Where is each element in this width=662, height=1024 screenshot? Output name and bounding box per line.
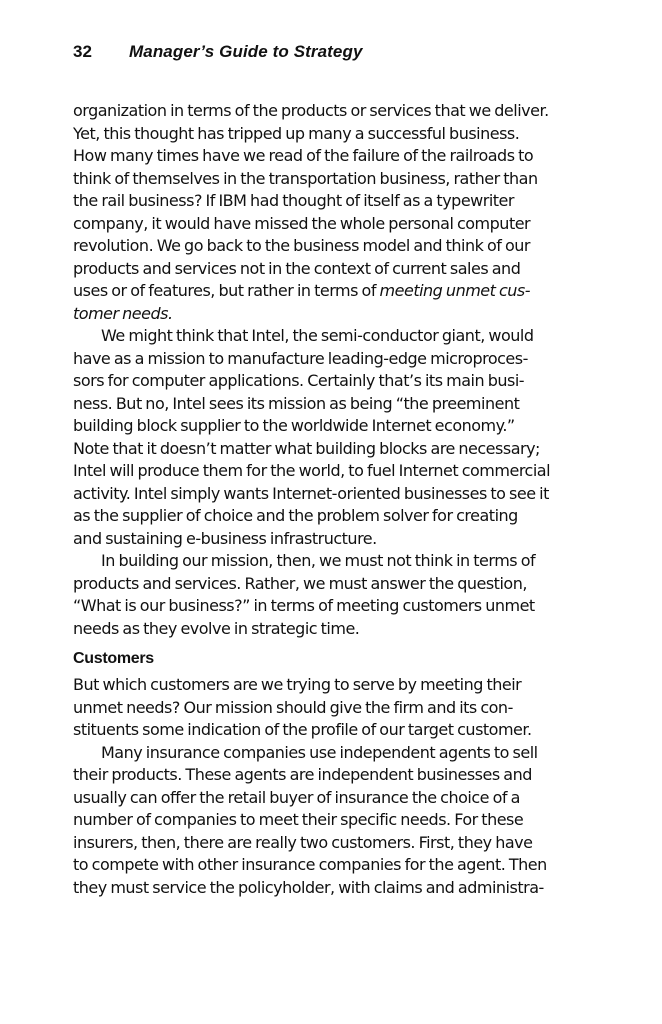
text-line: number of companies to meet their specific needs. For these <box>73 810 524 829</box>
text-line: needs as they evolve in strategic time. <box>73 618 360 638</box>
text-line: their products. These agents are independent businesses and <box>73 765 532 784</box>
paragraph-business-model <box>73 100 593 325</box>
text-line: Yet, this thought has tripped up many a successful business. <box>73 123 520 143</box>
text-line: sors for computer applications. Certainly that’s its main busi- <box>73 371 525 390</box>
text-line <box>73 280 593 303</box>
text-line: as the supplier of choice and the problem solver for creating <box>73 506 518 525</box>
text-line: organization in terms of the products or services that we deliver. <box>73 101 549 120</box>
section-heading-customers: Customers <box>73 650 154 667</box>
paragraph-intel <box>73 325 593 550</box>
text-line: products and services. Rather, we must answer the question, <box>73 573 527 593</box>
text-line: ness. But no, Intel sees its mission as being “the preeminent <box>73 393 520 413</box>
text-line: usually can offer the retail buyer of insurance the choice of a <box>73 787 520 807</box>
emphasis-text: tomer needs. <box>73 303 173 323</box>
text-line: the rail business? If IBM had thought of itself as a typewriter <box>73 191 514 210</box>
paragraph-customers-intro <box>73 674 593 742</box>
text-line: and sustaining e-business infrastructure. <box>73 528 377 548</box>
paragraph-insurance <box>73 742 593 900</box>
text-line: In building our mission, then, we must not think in terms of <box>101 551 536 570</box>
text-line: unmet needs? Our mission should give the firm and its con- <box>73 697 513 717</box>
running-head <box>73 42 363 62</box>
text-line: Note that it doesn’t matter what building blocks are necessary; <box>73 438 540 458</box>
text-line: insurers, then, there are really two customers. First, they have <box>73 832 533 852</box>
text-line: company, it would have missed the whole personal computer <box>73 213 531 233</box>
emphasis-text: meeting unmet cus- <box>379 281 531 300</box>
text-line: Intel will produce them for the world, to fuel Internet commercial <box>73 461 551 480</box>
text-line: they must service the policyholder, with claims and administra- <box>73 877 544 897</box>
book-title: Manager’s Guide to Strategy <box>129 42 363 61</box>
text-run: uses or of features, but rather in terms of <box>73 281 380 300</box>
text-line: How many times have we read of the failure of the railroads to <box>73 146 534 165</box>
paragraph-mission <box>73 550 593 640</box>
text-line: revolution. We go back to the business model and think of our <box>73 236 530 255</box>
text-line: We might think that Intel, the semi-conductor giant, would <box>101 326 534 345</box>
text-line: have as a mission to manufacture leading-edge microproces- <box>73 348 528 368</box>
body-text <box>73 100 593 899</box>
text-line: building block supplier to the worldwide Internet economy.” <box>73 416 515 435</box>
text-line: to compete with other insurance companies for the agent. Then <box>73 855 547 874</box>
text-line: think of themselves in the transportation business, rather than <box>73 168 538 188</box>
text-line: Many insurance companies use independent agents to sell <box>101 742 538 762</box>
page-number: 32 <box>73 42 93 61</box>
text-line: “What is our business?” in terms of meeting customers unmet <box>73 596 535 615</box>
text-line: But which customers are we trying to serve by meeting their <box>73 675 522 694</box>
text-line: activity. Intel simply wants Internet-oriented businesses to see it <box>73 483 549 503</box>
text-line: stituents some indication of the profile of our target customer. <box>73 720 532 739</box>
text-line: products and services not in the context of current sales and <box>73 258 521 278</box>
